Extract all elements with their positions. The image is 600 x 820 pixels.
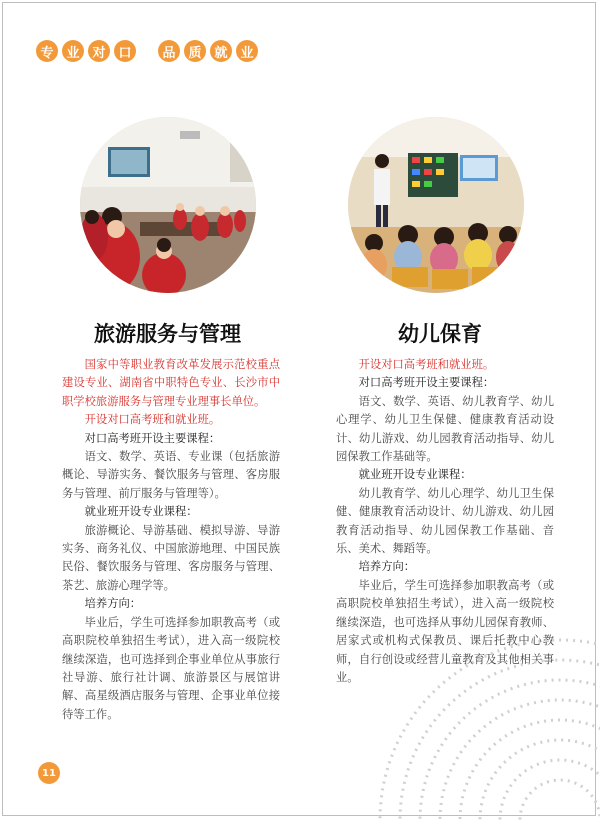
page-number: 11 xyxy=(38,762,60,784)
slogan-char: 就 xyxy=(210,40,232,62)
tourism-exam-label: 对口高考班开设主要课程： xyxy=(84,431,221,445)
slogan-char: 对 xyxy=(88,40,110,62)
childcare-job-label: 就业班开设专业课程： xyxy=(358,468,472,482)
tourism-section-title: 旅游服务与管理 xyxy=(94,321,241,346)
childcare-classes: 开设对口高考班和就业班。 xyxy=(358,358,495,371)
childcare-section-title: 幼儿保育 xyxy=(398,321,482,346)
concentric-arcs-decoration xyxy=(300,560,600,820)
slogan-char: 专 xyxy=(36,40,58,62)
slogan-char: 质 xyxy=(184,40,206,62)
childcare-direction: 毕业后，学生可选择参加职教高考（或高职院校单独招生考试），进入高一级院校继续深造，也可选择从事幼儿园保育教师、居家式或机构式保教员、课后托教中心教师，自行创设或经营儿童教育及其他相关事业。 xyxy=(336,578,554,684)
childcare-job-courses: 幼儿教育学、幼儿心理学、幼儿卫生保健、健康教育活动设计、幼儿游戏、幼儿园教育活动指导、幼儿园保教工作基础、音乐、美术、舞蹈等。 xyxy=(336,486,554,556)
childcare-direction-label: 培养方向： xyxy=(358,560,416,574)
slogan-char: 业 xyxy=(62,40,84,62)
slogan-char: 口 xyxy=(114,40,136,62)
childcare-exam-label: 对口高考班开设主要课程： xyxy=(358,376,495,390)
tourism-classes: 开设对口高考班和就业班。 xyxy=(84,413,221,427)
slogan-header xyxy=(36,40,258,62)
tourism-job-label: 就业班开设专业课程： xyxy=(84,505,198,519)
tourism-direction-label: 培养方向： xyxy=(84,597,142,611)
childcare-classroom-photo xyxy=(348,117,524,293)
tourism-exam-courses: 语文、数学、英语、专业课（包括旅游概论、导游实务、餐饮服务与管理、客房服务与管理、前厅服务与管理等）。 xyxy=(62,450,280,500)
tourism-direction: 毕业后，学生可选择参加职教高考（或高职院校单独招生考试），进入高一级院校继续深造，也可选择到企事业单位从事旅行社导游、旅行社计调、旅游景区与展馆讲解、高星级酒店服务与管理、企事业单位接待等工作。 xyxy=(62,615,280,721)
tourism-intro: 国家中等职业教育改革发展示范校重点建设专业、湖南省中职特色专业、长沙市中职学校旅游服务与管理专业理事长单位。 xyxy=(62,358,280,408)
tourism-job-courses: 旅游概论、导游基础、模拟导游、导游实务、商务礼仪、中国旅游地理、中国民族民俗、餐饮服务与管理、客房服务与管理、茶艺、旅游心理学等。 xyxy=(62,523,280,592)
slogan-char: 品 xyxy=(158,40,180,62)
slogan-char: 业 xyxy=(236,40,258,62)
tourism-classroom-photo xyxy=(80,117,256,293)
tourism-column xyxy=(62,356,280,724)
childcare-exam-courses: 语文、数学、英语、幼儿教育学、幼儿心理学、幼儿卫生保健、健康教育活动设计、幼儿游戏、幼儿园教育活动指导、幼儿园保教工作基础等。 xyxy=(336,394,554,464)
